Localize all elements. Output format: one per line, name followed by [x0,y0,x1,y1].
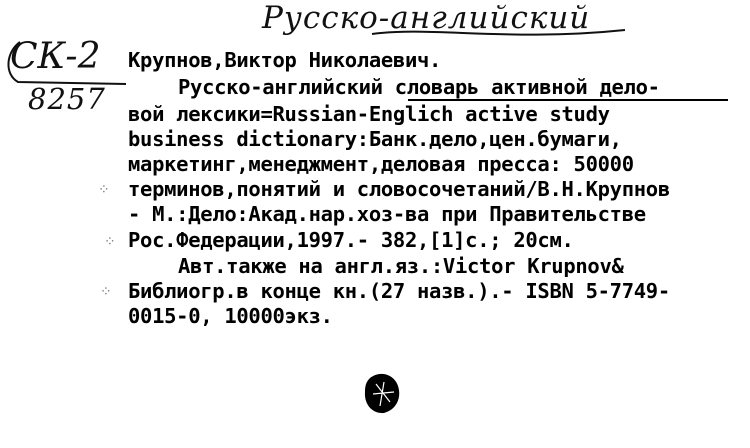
speck-mark: ⁘ [100,284,112,300]
record-line-title-2: вой лексики=Russian-Englich active study [128,102,610,126]
speck-mark: ⁘ [104,234,116,250]
speck-mark: ⁘ [98,182,110,198]
record-line-note-3: 0015-0, 10000экз. [128,304,333,328]
handwritten-title-note: Русско-английский [262,0,591,36]
underline-mark [408,99,728,101]
ink-blot-icon [360,370,404,416]
record-line-note-2: Библиогр.в конце кн.(27 назв.).- ISBN 5-7749- [128,279,670,303]
handwritten-shelf-mark: СК-2 [10,36,101,77]
record-line-title-1: Русско-английский словарь активной дело- [178,75,660,99]
record-line-title-4: маркетинг,менеджмент,деловая пресса: 50000 [128,152,634,176]
record-line-author: Крупнов,Виктор Николаевич. [128,48,442,72]
record-line-title-3: business dictionary:Банк.дело,цен.бумаги, [128,127,622,151]
handwritten-title-underline [370,24,630,44]
record-line-note-1: Авт.также на англ.яз.:Victor Krupnov& [178,254,624,278]
record-line-publisher-1: - М.:Дело:Акад.нар.хоз-ва при Правительстве [128,202,646,226]
record-line-title-5: терминов,понятий и словосочетаний/В.Н.Крупнов [128,177,670,201]
shelf-mark-bracket [2,38,132,88]
record-line-publisher-2: Рос.Федерации,1997.- 382,[1]с.; 20см. [128,228,574,252]
handwritten-inventory-number: 8257 [28,82,106,116]
